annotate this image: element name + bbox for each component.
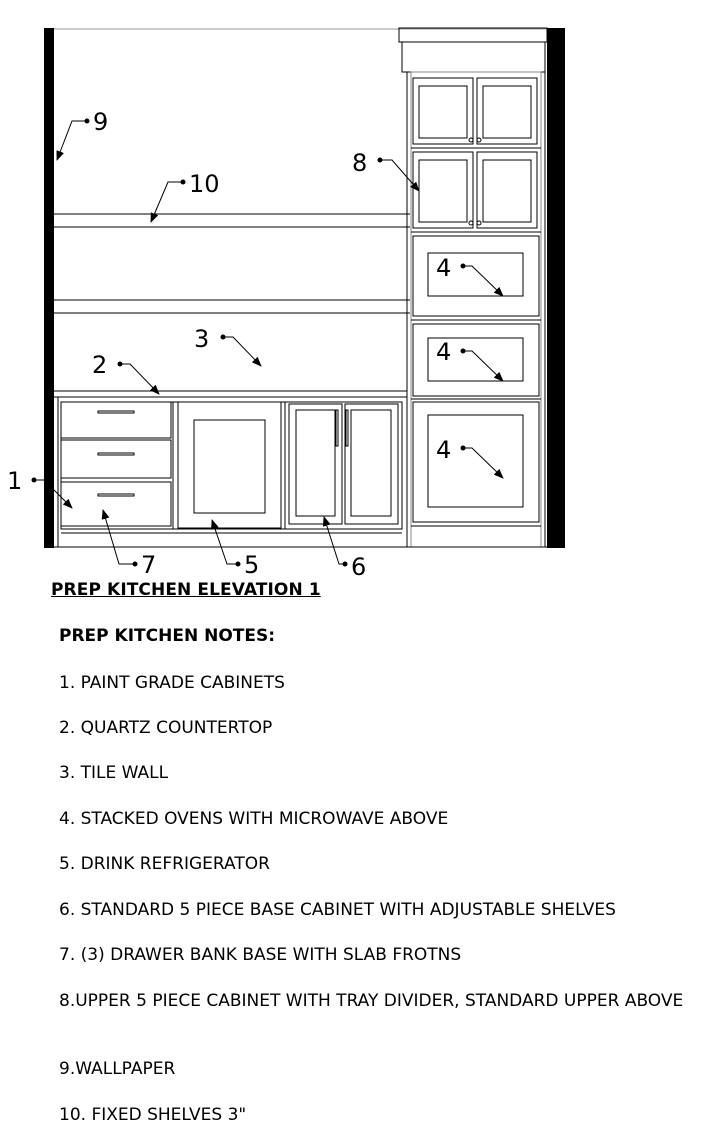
callout-leaders — [34, 121, 503, 564]
microwave-frame — [413, 236, 539, 316]
callout-8: 8 — [352, 149, 368, 177]
note-item: 6. STANDARD 5 PIECE BASE CABINET WITH ADJUSTABLE SHELVES — [59, 900, 616, 920]
callout-7: 7 — [141, 551, 157, 579]
callout-dots — [32, 119, 466, 567]
callout-5: 5 — [244, 551, 260, 579]
tall-cabinet-crown — [399, 28, 547, 72]
elevation-title: PREP KITCHEN ELEVATION 1 — [51, 580, 321, 600]
callout-1: 1 — [7, 467, 23, 495]
notes-heading: PREP KITCHEN NOTES: — [59, 626, 276, 646]
countertop — [54, 391, 407, 397]
note-item: 8.UPPER 5 PIECE CABINET WITH TRAY DIVIDER, STANDARD UPPER ABOVE — [59, 991, 684, 1011]
right-wall — [547, 28, 565, 548]
callout-10: 10 — [189, 170, 220, 198]
callout-9: 9 — [93, 108, 109, 136]
oven-frame — [413, 402, 539, 522]
note-item: 9.WALLPAPER — [59, 1059, 176, 1079]
callout-4-oven-lower: 4 — [436, 436, 452, 464]
callout-3: 3 — [194, 325, 210, 353]
left-wall — [44, 28, 54, 548]
note-item: 5. DRINK REFRIGERATOR — [59, 854, 270, 874]
callout-4-oven-upper: 4 — [436, 338, 452, 366]
note-item: 4. STACKED OVENS WITH MICROWAVE ABOVE — [59, 809, 449, 829]
callout-4-microwave: 4 — [436, 254, 452, 282]
drink-refrigerator — [178, 402, 281, 528]
tall-oven-cabinet — [407, 72, 545, 547]
tray-divider-door — [413, 152, 473, 228]
note-item: 2. QUARTZ COUNTERTOP — [59, 718, 273, 738]
drawer-bank — [61, 402, 171, 526]
base-cabinets — [58, 397, 407, 547]
oven-frame — [413, 324, 539, 396]
note-item: 3. TILE WALL — [59, 763, 169, 783]
callout-2: 2 — [92, 351, 108, 379]
note-item: 7. (3) DRAWER BANK BASE WITH SLAB FROTNS — [59, 945, 462, 965]
callout-6: 6 — [351, 553, 367, 580]
five-piece-base-cabinet — [289, 404, 398, 524]
tray-divider-door — [477, 152, 537, 228]
note-item: 10. FIXED SHELVES 3" — [59, 1105, 247, 1125]
note-item: 1. PAINT GRADE CABINETS — [59, 673, 285, 693]
upper-cabinet-door — [413, 78, 473, 144]
fixed-shelf-lower — [54, 300, 410, 313]
fixed-shelf-upper — [54, 214, 410, 227]
upper-cabinet-door — [477, 78, 537, 144]
